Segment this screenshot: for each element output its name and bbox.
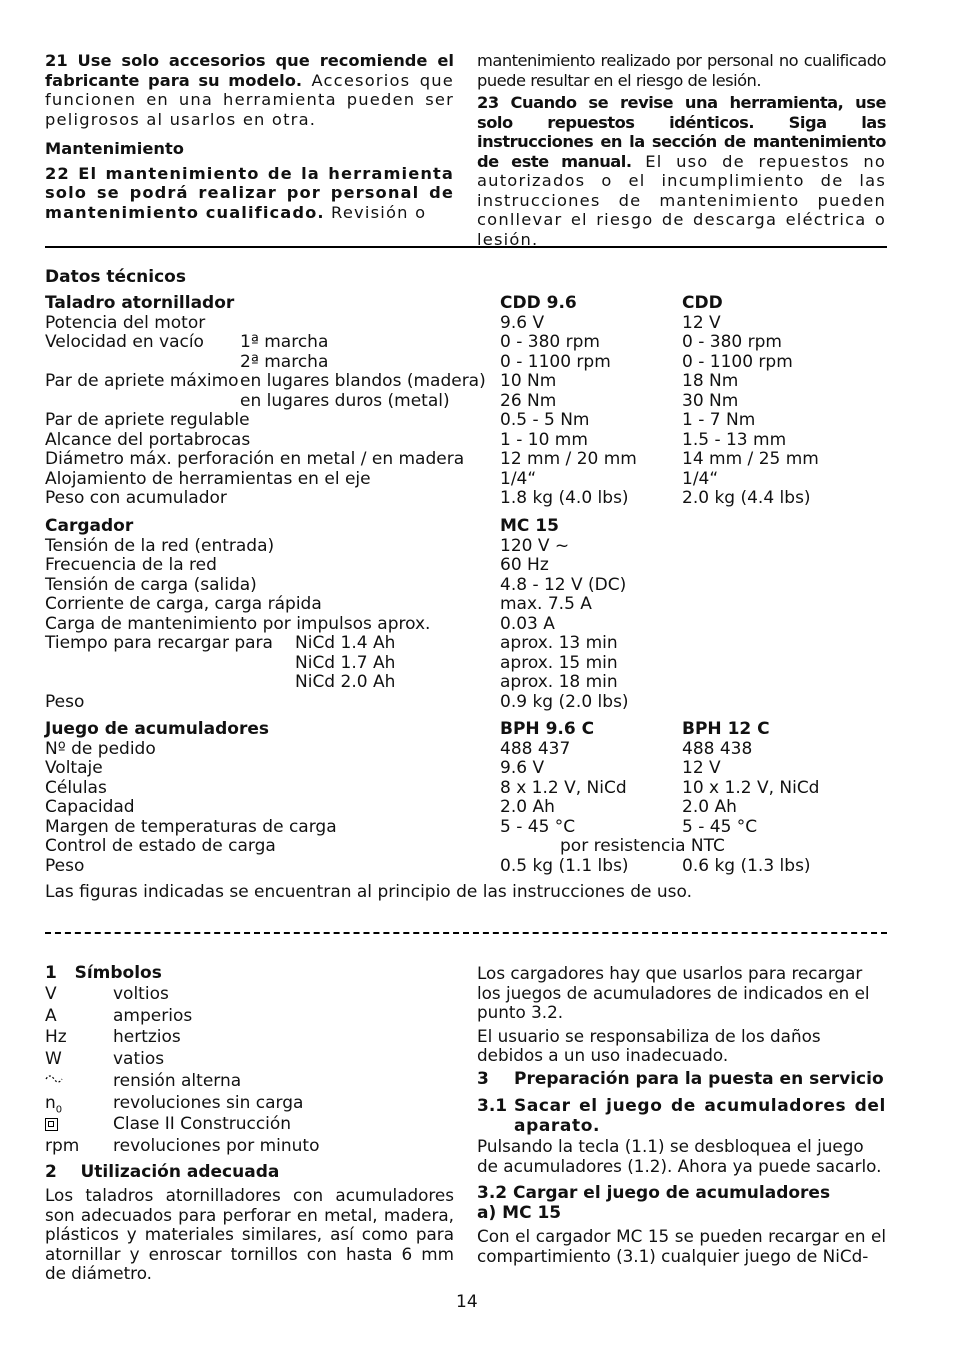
spec-row	[45, 615, 905, 635]
spec-row	[45, 372, 905, 392]
symbol-value: Clase II Construcción	[113, 1114, 292, 1135]
symbols-heading: 1 Símbolos	[45, 963, 162, 983]
section-31-heading	[477, 1097, 886, 1136]
spec-value: 2.0 kg (4.4 lbs)	[682, 488, 811, 508]
p22-bold: 22 El mantenimiento de la herramienta solo se podrá realizar por personal de mantenimiento cualificado.	[45, 163, 454, 222]
spec-row	[45, 798, 905, 818]
spec-row	[45, 353, 905, 373]
paragraph-21	[45, 51, 454, 129]
spec-value: 12 V	[682, 758, 721, 778]
spec-row	[45, 537, 905, 557]
spec-row	[45, 431, 905, 451]
symbol-value: rensión alterna	[113, 1070, 242, 1091]
spec-label: Peso	[45, 691, 85, 712]
p23-bold: 23 Cuando se revise una herramienta, use solo repuestos idénticos. Siga las instrucciones en la sección de mantenimiento de este manual.	[477, 93, 886, 171]
spec-value: aprox. 18 min	[500, 672, 618, 692]
charger-header	[45, 517, 905, 537]
spec-value: 0 - 1100 rpm	[682, 351, 793, 372]
section-31-number: 3.1	[477, 1096, 508, 1116]
responsibility-paragraph: El usuario se responsabiliza de los daños debidos a un uso inadecuado.	[477, 1025, 821, 1065]
spec-sublabel: en lugares duros (metal)	[240, 390, 450, 411]
spec-value: 0.9 kg (2.0 lbs)	[500, 691, 629, 712]
spec-row	[45, 654, 905, 674]
charger-model: MC 15	[500, 516, 559, 536]
spec-row	[45, 759, 905, 779]
symbol-row	[45, 984, 465, 1006]
spec-label: Potencia del motor	[45, 312, 206, 333]
use-heading: 2 Utilización adecuada	[45, 1162, 280, 1182]
symbol-value: revoluciones sin carga	[113, 1092, 304, 1113]
spec-row	[45, 673, 905, 693]
spec-label: Margen de temperaturas de carga	[45, 816, 337, 837]
p21-bold: 21 Use solo accesorios que recomiende el fabricante para su modelo.	[45, 51, 454, 90]
alternating-current-icon	[45, 1071, 63, 1093]
drill-model-2: CDD	[682, 293, 723, 313]
spec-label: Control de estado de carga	[45, 836, 276, 856]
symbol-row	[45, 1049, 465, 1071]
spec-value: 26 Nm	[500, 390, 557, 411]
spec-value: 10 x 1.2 V, NiCd	[682, 777, 820, 798]
spec-row	[45, 857, 905, 877]
symbol-value: revoluciones por minuto	[113, 1135, 320, 1156]
spec-value: 9.6 V	[500, 758, 545, 778]
spec-sublabel: 2ª marcha	[240, 351, 329, 372]
spec-sublabel: NiCd 1.7 Ah	[295, 652, 396, 673]
symbol-key: V	[45, 984, 57, 1004]
symbol-row	[45, 1093, 465, 1115]
battery-title: Juego de acumuladores	[45, 719, 269, 739]
symbol-value: hertzios	[113, 1027, 181, 1048]
spec-row	[45, 818, 905, 838]
specs-heading: Datos técnicos	[45, 267, 186, 287]
left-column-top	[45, 51, 454, 222]
spec-row	[45, 740, 905, 760]
spec-label: Tensión de la red (entrada)	[45, 535, 275, 556]
use-paragraph: Los taladros atornilladores con acumuladores son adecuados para perforar en metal, madera, plásticos y materiales similares, así como para atornillar y enroscar tornillos con hasta 6 mm de diámetro.	[45, 1185, 454, 1283]
battery-model-1: BPH 9.6 C	[500, 719, 595, 739]
page-number: 14	[456, 1292, 478, 1312]
spec-row	[45, 411, 905, 431]
spec-sublabel: NiCd 2.0 Ah	[295, 672, 396, 692]
spec-label: Frecuencia de la red	[45, 555, 217, 575]
chargers-paragraph: Los cargadores hay que usarlos para recargar los juegos de acumuladores de indicados en el punto 3.2.	[477, 963, 870, 1022]
p23-text: El uso de repuestos no autorizados o el incumplimiento de las instrucciones de mantenimiento pueden conllevar el riesgo de descarga eléctrica o lesión.	[477, 151, 887, 249]
symbol-row	[45, 1136, 465, 1158]
spec-value: 60 Hz	[500, 555, 549, 575]
right-column-bottom	[477, 964, 886, 1066]
battery-model-2: BPH 12 C	[682, 719, 770, 739]
spec-value: 18 Nm	[682, 371, 739, 391]
spec-value: 2.0 Ah	[682, 797, 737, 817]
top-divider	[45, 246, 887, 248]
symbol-key: Hz	[45, 1027, 67, 1048]
section-3-title: Preparación para la puesta en servicio	[514, 1069, 884, 1089]
spec-row	[45, 779, 905, 799]
spec-row	[45, 837, 905, 857]
spec-value: 1.8 kg (4.0 lbs)	[500, 488, 629, 508]
spec-row	[45, 693, 905, 713]
p21-text: Accesorios que funcionen en una herramienta pueden ser peligrosos al usarlos en otra.	[45, 70, 454, 129]
spec-value: 1/4“	[682, 468, 719, 489]
spec-label: Par de apriete máximo	[45, 371, 239, 391]
spec-value: 0.03 A	[500, 613, 555, 634]
spec-label: Alcance del portabrocas	[45, 429, 251, 450]
paragraph-22-cont: mantenimiento realizado por personal no cualificado puede resultar en el riesgo de lesión.	[477, 51, 886, 90]
spec-label: Corriente de carga, carga rápida	[45, 594, 322, 614]
symbol-key-subscript: 0	[55, 1103, 63, 1115]
section-3-heading	[477, 1070, 886, 1090]
spec-label: Par de apriete regulable	[45, 410, 250, 430]
section-32a-heading: a) MC 15	[477, 1203, 562, 1223]
right-column-top	[477, 51, 886, 249]
spec-value: 9.6 V	[500, 312, 545, 333]
spec-row	[45, 576, 905, 596]
spec-row	[45, 314, 905, 334]
drill-model-1: CDD 9.6	[500, 293, 577, 313]
spec-label: Velocidad en vacío	[45, 332, 204, 352]
spec-sublabel: en lugares blandos (madera)	[240, 371, 486, 391]
spec-row	[45, 634, 905, 654]
spec-row	[45, 392, 905, 412]
spec-value: 1/4“	[500, 468, 537, 489]
spec-value: 488 437	[500, 738, 571, 759]
spec-label: Células	[45, 777, 107, 798]
spec-label: Tiempo para recargar para	[45, 633, 273, 653]
spec-row	[45, 470, 905, 490]
spec-value: max. 7.5 A	[500, 594, 592, 614]
spec-value: 12 V	[682, 312, 721, 333]
spec-label: Diámetro máx. perforación en metal / en madera	[45, 449, 465, 469]
spec-value: 0.5 - 5 Nm	[500, 410, 590, 430]
spec-value: 12 mm / 20 mm	[500, 449, 637, 469]
symbol-key-n: n	[45, 1092, 56, 1113]
spec-value: 0.6 kg (1.3 lbs)	[682, 855, 811, 876]
section-31-title: Sacar el juego de acumuladores del aparato.	[514, 1096, 886, 1136]
drill-header	[45, 294, 905, 314]
spec-value: 120 V ~	[500, 535, 570, 556]
symbol-value: amperios	[113, 1005, 193, 1026]
section-3-number: 3	[477, 1069, 489, 1089]
spec-value: por resistencia NTC	[560, 836, 725, 856]
symbol-key: W	[45, 1049, 62, 1070]
section-32-paragraph: Con el cargador MC 15 se pueden recargar en el compartimiento (3.1) cualquier juego de NiCd-	[477, 1226, 886, 1266]
section-32-heading: 3.2 Cargar el juego de acumuladores	[477, 1183, 831, 1203]
drill-title: Taladro atornillador	[45, 293, 235, 313]
spec-row	[45, 595, 905, 615]
spec-value: 0.5 kg (1.1 lbs)	[500, 855, 629, 876]
spec-value: 1.5 - 13 mm	[682, 429, 787, 450]
spec-value: 8 x 1.2 V, NiCd	[500, 777, 627, 798]
spec-value: 1 - 7 Nm	[682, 410, 756, 430]
spec-value: 1 - 10 mm	[500, 429, 588, 450]
spec-value: 2.0 Ah	[500, 797, 555, 817]
spec-row	[45, 333, 905, 353]
spec-value: 5 - 45 °C	[500, 816, 576, 837]
figures-note: Las figuras indicadas se encuentran al principio de las instrucciones de uso.	[45, 882, 693, 902]
spec-row	[45, 489, 905, 509]
spec-value: 14 mm / 25 mm	[682, 449, 819, 469]
section-31-paragraph: Pulsando la tecla (1.1) se desbloquea el juego de acumuladores (1.2). Ahora ya puede sacarlo.	[477, 1136, 882, 1176]
spec-value: 0 - 1100 rpm	[500, 351, 611, 372]
spec-value: 10 Nm	[500, 371, 557, 391]
spec-row	[45, 450, 905, 470]
spec-label: Voltaje	[45, 758, 103, 778]
spec-sublabel: 1ª marcha	[240, 332, 329, 352]
charger-title: Cargador	[45, 516, 134, 536]
paragraph-22	[45, 164, 454, 223]
p22-text: Revisión o	[324, 202, 427, 222]
paragraph-23	[477, 93, 886, 249]
specs-table	[45, 294, 905, 884]
spec-value: 5 - 45 °C	[682, 816, 758, 837]
spec-row	[45, 556, 905, 576]
symbol-row	[45, 1071, 465, 1093]
spec-value: 0 - 380 rpm	[682, 332, 782, 352]
dashed-divider	[45, 932, 887, 934]
symbol-key: A	[45, 1005, 57, 1026]
battery-header	[45, 720, 905, 740]
spec-value: aprox. 13 min	[500, 633, 618, 653]
spec-label: Carga de mantenimiento por impulsos aprox.	[45, 613, 431, 634]
heading-mantenimiento: Mantenimiento	[45, 139, 184, 158]
spec-label: Alojamiento de herramientas en el eje	[45, 468, 371, 489]
symbol-row	[45, 1006, 465, 1028]
spec-value: 4.8 - 12 V (DC)	[500, 574, 627, 595]
symbol-row	[45, 1027, 465, 1049]
symbol-row	[45, 1114, 465, 1136]
spec-value: aprox. 15 min	[500, 652, 618, 673]
spec-value: 0 - 380 rpm	[500, 332, 600, 352]
class-ii-icon	[45, 1114, 58, 1136]
symbol-value: vatios	[113, 1049, 165, 1070]
spec-value: 488 438	[682, 738, 753, 759]
spec-value: 30 Nm	[682, 390, 739, 411]
spec-label: Nº de pedido	[45, 738, 156, 759]
spec-label: Peso	[45, 855, 85, 876]
symbol-value: voltios	[113, 984, 169, 1004]
spec-label: Peso con acumulador	[45, 488, 227, 508]
symbol-key: rpm	[45, 1135, 80, 1156]
spec-label: Capacidad	[45, 797, 135, 817]
symbols-list	[45, 984, 465, 1160]
spec-sublabel: NiCd 1.4 Ah	[295, 633, 396, 653]
spec-label: Tensión de carga (salida)	[45, 574, 257, 595]
